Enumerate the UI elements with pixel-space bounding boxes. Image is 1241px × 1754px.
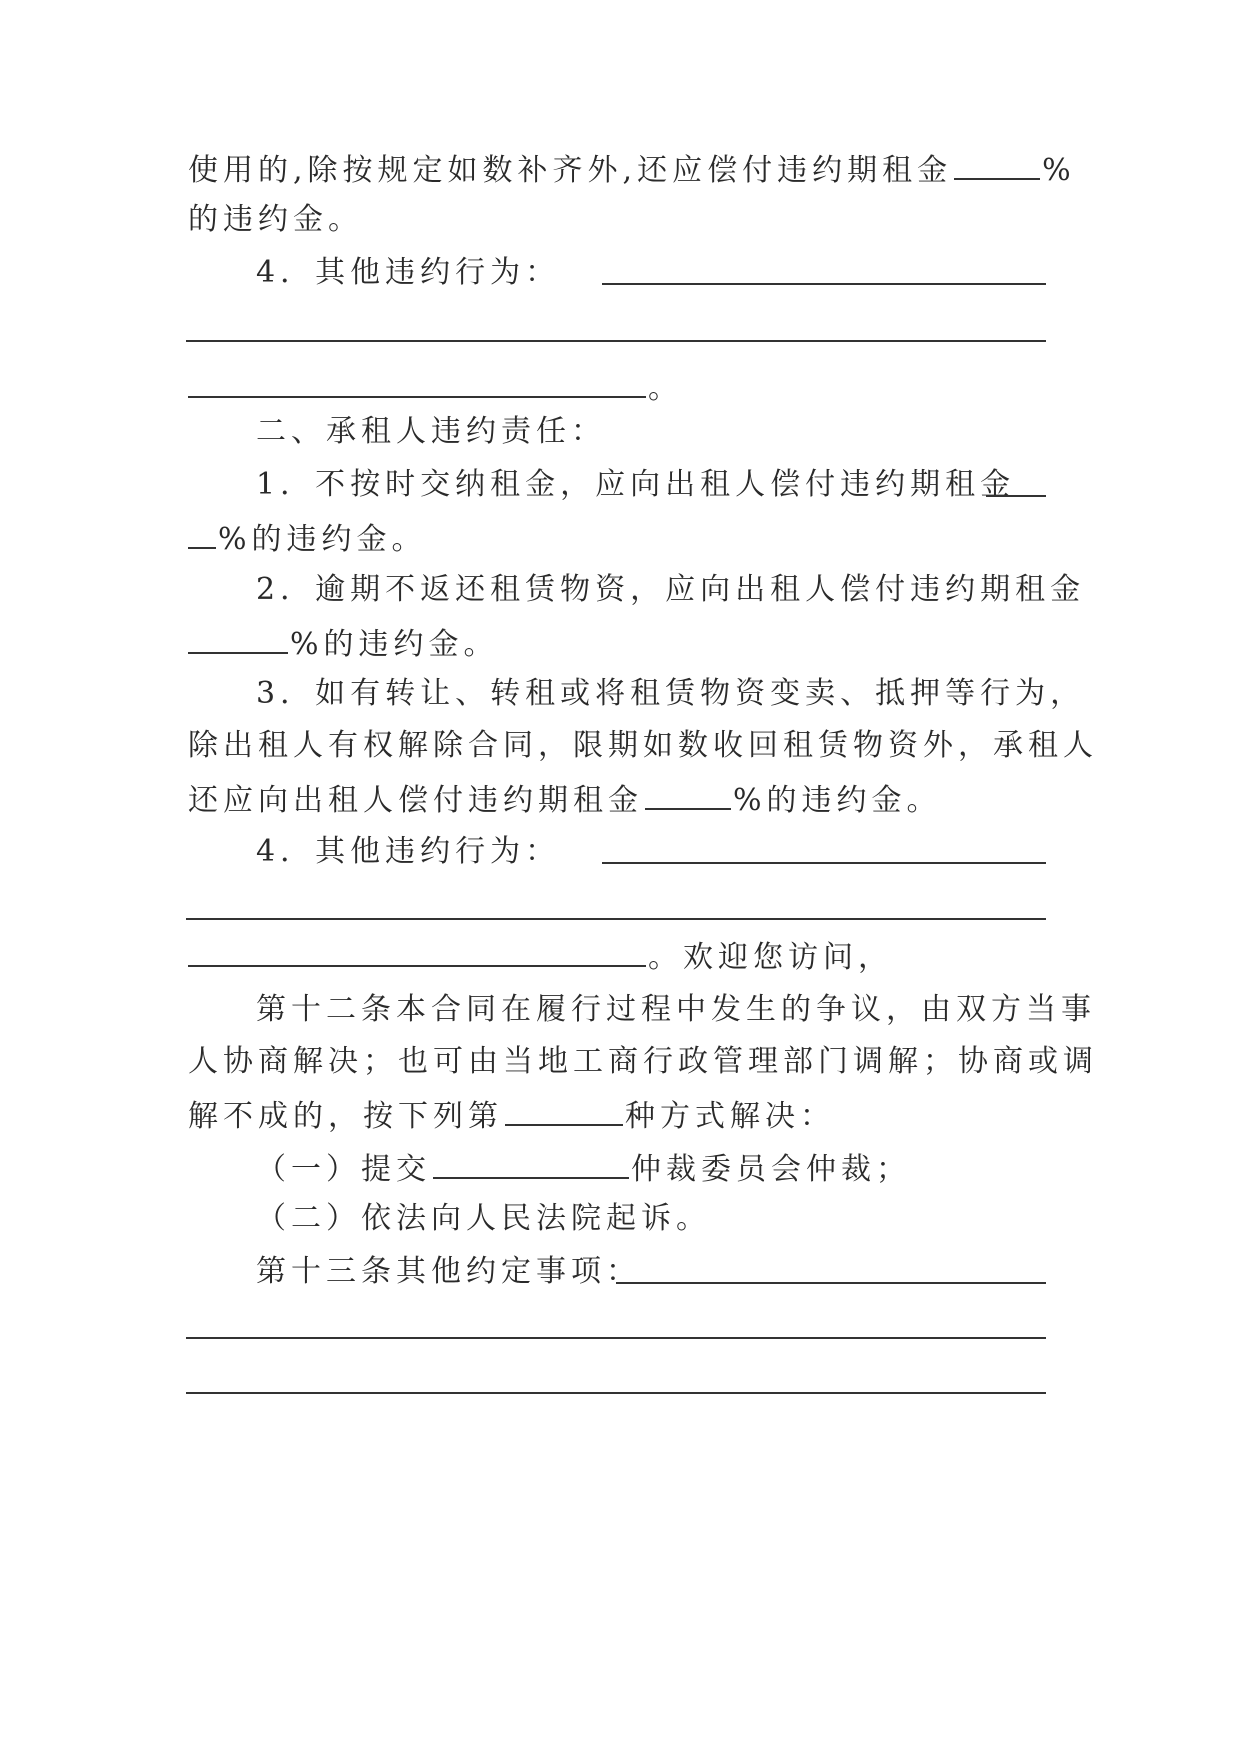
fill-in-blank[interactable]	[602, 253, 1046, 285]
text-line	[256, 1147, 1048, 1187]
text-line	[188, 1094, 1048, 1134]
line-text: 种方式解决：	[625, 1099, 835, 1134]
fill-in-blank[interactable]	[433, 1147, 629, 1179]
text-line	[256, 990, 1096, 1030]
text-line	[256, 832, 1048, 872]
text-line	[256, 1252, 1048, 1292]
line-text: 1．不按时交纳租金，应向出租人偿付违约期租金	[256, 467, 1016, 502]
text-line	[188, 888, 1048, 928]
line-text: （一）提交	[256, 1152, 431, 1187]
fill-in-blank[interactable]	[188, 622, 288, 654]
text-line	[188, 517, 1048, 557]
text-line	[188, 778, 1048, 818]
fill-in-blank[interactable]	[616, 1252, 1046, 1284]
text-line	[188, 148, 1076, 188]
text-line	[188, 935, 1048, 975]
text-line	[256, 253, 1048, 293]
fill-in-blank[interactable]	[186, 888, 1046, 920]
line-text: 仲裁委员会仲裁；	[631, 1152, 911, 1187]
fill-in-blank[interactable]	[186, 1362, 1046, 1394]
line-text: 3．如有转让、转租或将租赁物资变卖、抵押等行为，	[256, 676, 1086, 711]
line-text: 的违约金。	[188, 202, 363, 237]
line-text: 使用的,除按规定如数补齐外,还应偿付违约期租金	[188, 153, 953, 188]
fill-in-blank[interactable]	[188, 366, 646, 398]
line-text: %的违约金。	[733, 783, 942, 818]
text-line	[256, 1199, 1048, 1239]
fill-in-blank[interactable]	[505, 1094, 623, 1126]
text-line	[188, 366, 1048, 406]
line-text: 还应向出租人偿付违约期租金	[188, 783, 643, 818]
fill-in-blank[interactable]	[188, 935, 646, 967]
fill-in-blank[interactable]	[602, 832, 1046, 864]
fill-in-blank[interactable]	[986, 465, 1046, 497]
line-text: 除出租人有权解除合同，限期如数收回租赁物资外，承租人	[188, 728, 1098, 763]
text-line	[188, 726, 1098, 766]
text-line	[188, 200, 1048, 240]
line-text: 解不成的，按下列第	[188, 1099, 503, 1134]
text-line	[256, 465, 1048, 505]
line-text: 。欢迎您访问，	[648, 940, 893, 975]
fill-in-blank[interactable]	[645, 778, 731, 810]
text-line	[256, 412, 1048, 452]
text-line	[256, 674, 1086, 714]
fill-in-blank[interactable]	[188, 517, 216, 549]
text-line	[188, 1042, 1098, 1082]
line-text: 2．逾期不返还租赁物资，应向出租人偿付违约期租金	[256, 572, 1086, 607]
text-line	[188, 1307, 1048, 1347]
line-text: %	[1042, 153, 1076, 188]
fill-in-blank[interactable]	[186, 310, 1046, 342]
line-text: %的违约金。	[218, 522, 427, 557]
fill-in-blank[interactable]	[186, 1307, 1046, 1339]
line-text: 第十三条其他约定事项：	[256, 1254, 641, 1289]
line-text: %的违约金。	[290, 627, 499, 662]
text-line	[188, 310, 1048, 350]
fill-in-blank[interactable]	[954, 148, 1040, 180]
text-line	[188, 1362, 1048, 1402]
line-text: 。	[648, 371, 683, 406]
text-line	[188, 622, 1048, 662]
line-text: （二）依法向人民法院起诉。	[256, 1201, 711, 1236]
line-text: 人协商解决；也可由当地工商行政管理部门调解；协商或调	[188, 1044, 1098, 1079]
section-heading: 二、承租人违约责任：	[256, 414, 606, 449]
line-text: 第十二条本合同在履行过程中发生的争议，由双方当事	[256, 992, 1096, 1027]
text-line	[256, 570, 1086, 610]
line-text: 4．其他违约行为：	[256, 834, 561, 869]
line-text: 4．其他违约行为：	[256, 255, 561, 290]
